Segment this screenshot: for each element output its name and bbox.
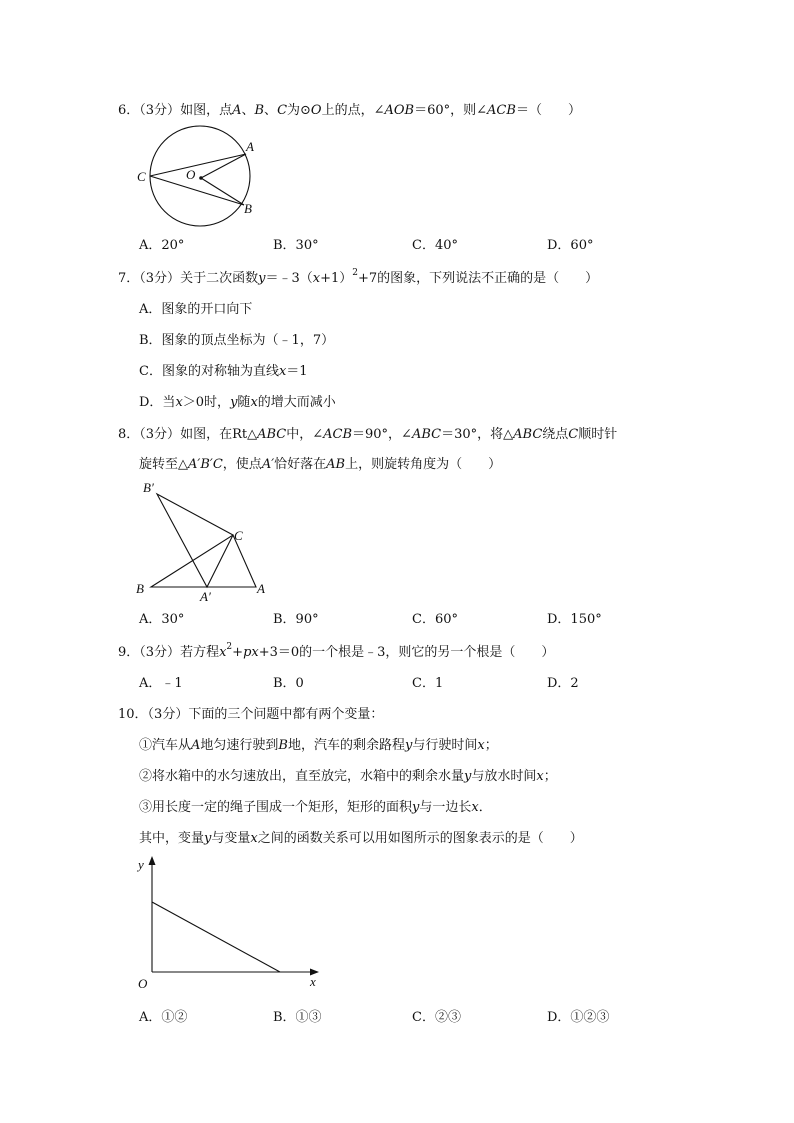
question-number: 7． — [118, 271, 140, 286]
question-8-stem-line-2: 旋转至△A′B′C，使点A′恰好落在AB上，则旋转角度为（ ） — [139, 457, 502, 472]
question-score: （3分） — [139, 103, 181, 118]
option-b[interactable]: B．30° — [273, 238, 319, 253]
option-a[interactable]: A．﹣1 — [139, 676, 183, 691]
question-10-stem: 10．（3分）下面的三个问题中都有两个变量： — [118, 707, 384, 722]
option-d[interactable]: D．2 — [547, 676, 579, 691]
question-7-option-c[interactable]: C．图象的对称轴为直线x＝1 — [139, 364, 308, 379]
option-b[interactable]: B．0 — [273, 676, 304, 691]
function-line — [152, 902, 280, 972]
segment-ca — [150, 154, 246, 176]
label-a-prime: A′ — [200, 589, 211, 604]
question-10-prompt: 其中，变量y与变量x之间的函数关系可以用如图所示的图象表示的是（ ） — [139, 831, 583, 846]
question-score: （3分） — [139, 645, 181, 660]
option-c[interactable]: C．60° — [412, 612, 458, 627]
option-a[interactable]: A．①② — [139, 1010, 188, 1025]
label-b-prime: B′ — [143, 480, 154, 495]
option-a[interactable]: A．30° — [139, 612, 185, 627]
label-x: x — [310, 974, 316, 989]
label-origin: O — [138, 976, 148, 991]
label-b: B — [136, 581, 144, 596]
center-point — [199, 176, 203, 180]
segment-ob — [201, 178, 244, 205]
label-y: y — [138, 857, 144, 872]
question-score: （3分） — [139, 271, 181, 286]
question-number: 8． — [118, 427, 140, 442]
question-score: （3分） — [139, 427, 181, 442]
option-c[interactable]: C．②③ — [412, 1010, 461, 1025]
option-d[interactable]: D．①②③ — [547, 1010, 610, 1025]
option-c[interactable]: C．1 — [412, 676, 444, 691]
question-9-stem: 9．（3分）若方程$x^2+px+3=0$的一个根是﹣3，则它的另一个根是（ ） — [118, 642, 555, 660]
option-b[interactable]: B．90° — [273, 612, 319, 627]
question-number: 9． — [118, 645, 140, 660]
label-b: B — [244, 201, 252, 216]
question-7-option-b[interactable]: B．图象的顶点坐标为（﹣1，7） — [139, 333, 335, 348]
option-a[interactable]: A．20° — [139, 238, 185, 253]
question-10-item-2: ②将水箱中的水匀速放出，直至放完，水箱中的剩余水量y与放水时间x； — [139, 769, 557, 784]
triangle-apbpc — [157, 494, 233, 587]
option-b[interactable]: B．①③ — [273, 1010, 322, 1025]
question-6-circle-figure — [130, 125, 270, 235]
option-d[interactable]: D．60° — [547, 238, 594, 253]
label-a: A — [257, 581, 265, 596]
question-10-item-1: ①汽车从A地匀速行驶到B地，汽车的剩余路程y与行驶时间x； — [139, 738, 498, 753]
circle-o — [150, 126, 250, 226]
question-7-stem: 7．（3分）关于二次函数$y=﹣3(x+1)^2+7$的图象，下列说法不正确的是（ ） — [118, 268, 599, 286]
question-number: 10． — [118, 707, 148, 722]
question-8-stem-line-1: 8．（3分）如图，在Rt△ABC中，∠ACB＝90°，∠ABC＝30°，将△ABC绕点C顺时针 — [118, 427, 618, 442]
option-c[interactable]: C．40° — [412, 238, 458, 253]
label-c: C — [137, 169, 146, 184]
question-8-triangle-figure — [134, 478, 274, 603]
question-7-option-a[interactable]: A．图象的开口向下 — [139, 302, 253, 317]
option-d[interactable]: D．150° — [547, 612, 602, 627]
label-o: O — [186, 167, 196, 182]
y-axis-arrow — [149, 856, 156, 865]
label-a: A — [246, 139, 254, 154]
question-score: （3分） — [147, 707, 189, 722]
question-6-stem: 6．（3分）如图，点A、B、C为⊙O上的点，∠AOB＝60°，则∠ACB＝（ ） — [118, 103, 581, 118]
question-7-option-d[interactable]: D．当x＞0时，y随x的增大而减小 — [139, 395, 336, 410]
question-10-item-3: ③用长度一定的绳子围成一个矩形，矩形的面积y与一边长x． — [139, 800, 492, 815]
segment-cb — [150, 176, 244, 205]
segment-oa — [201, 154, 246, 178]
question-number: 6． — [118, 103, 140, 118]
label-c: C — [234, 528, 243, 543]
question-10-graph-figure — [132, 852, 332, 997]
